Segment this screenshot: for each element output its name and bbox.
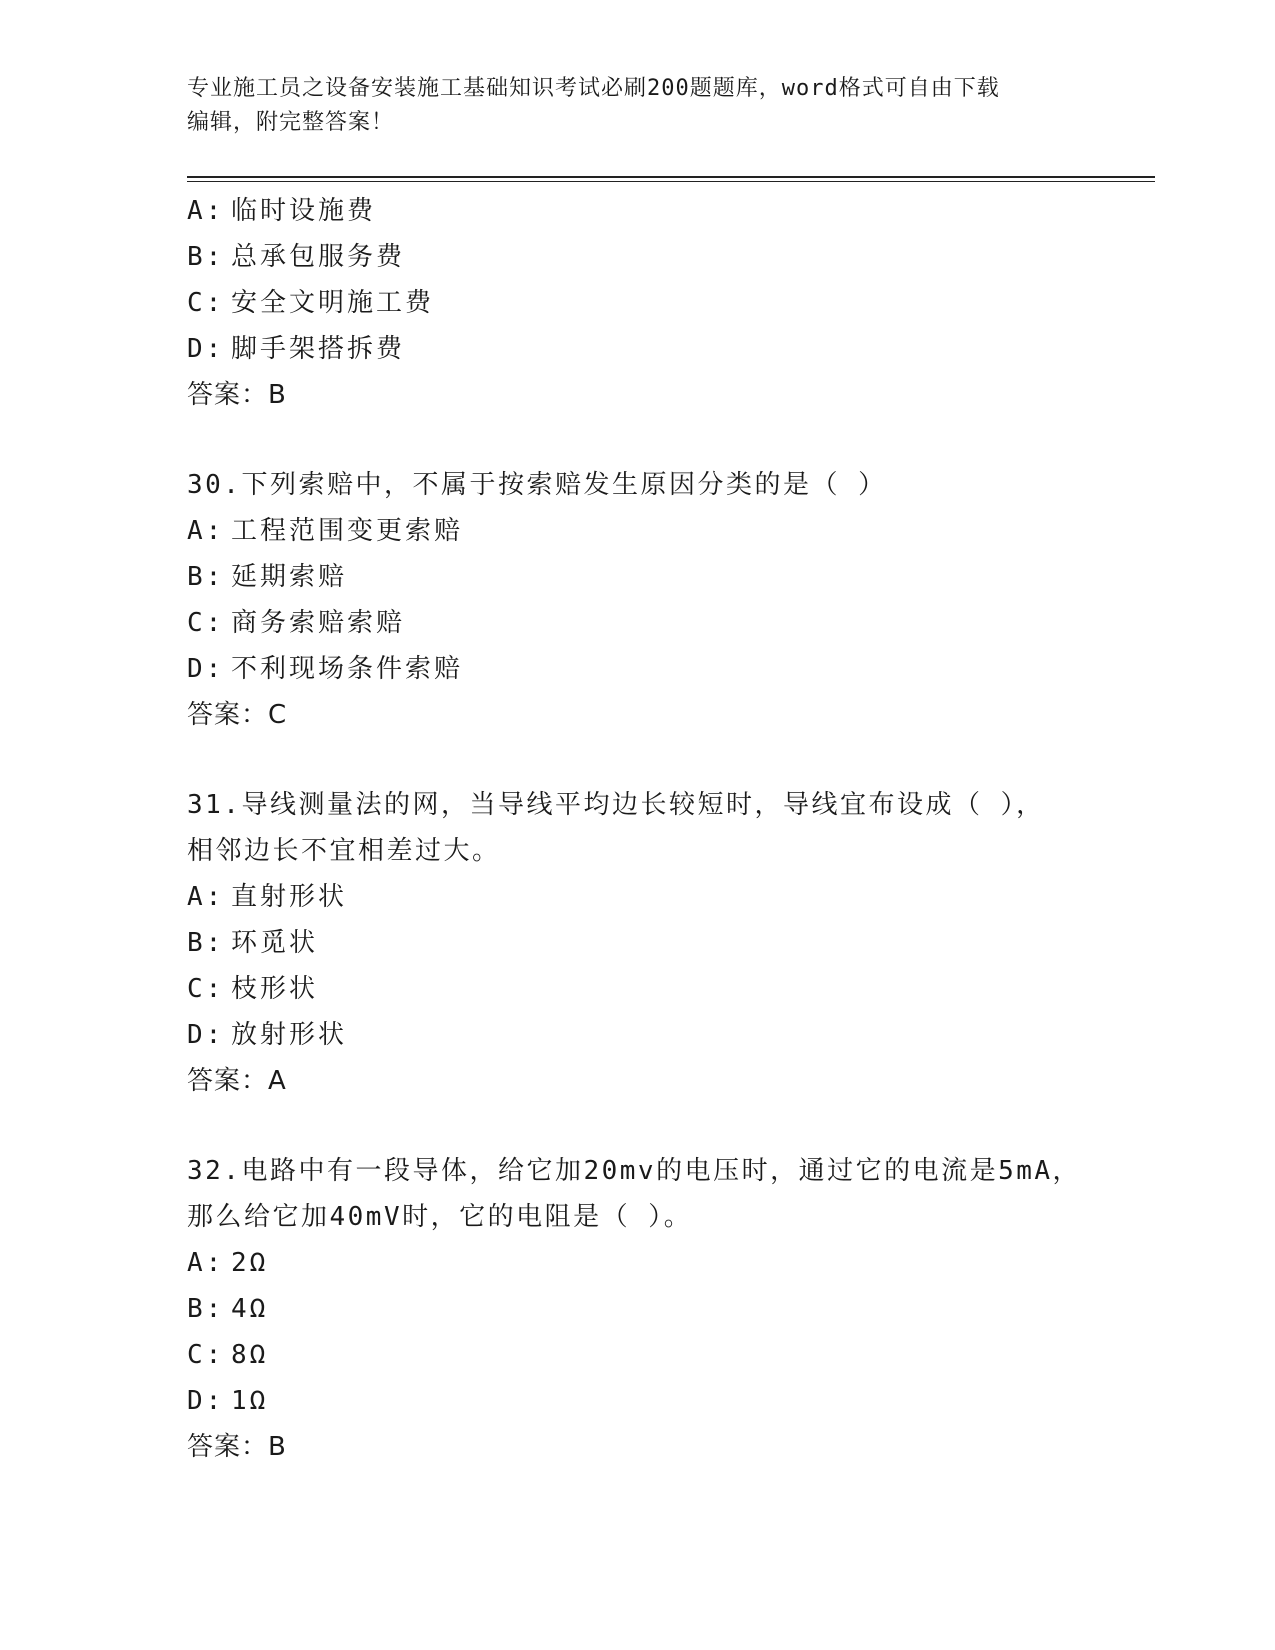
option-letter: A:	[187, 516, 225, 546]
option-letter: D:	[187, 334, 225, 364]
option-letter: B:	[187, 242, 225, 272]
option-b	[187, 1286, 1087, 1332]
option-letter: C:	[187, 1340, 225, 1370]
option-letter: A:	[187, 882, 225, 912]
option-text: 工程范围变更索赔	[231, 516, 464, 546]
option-text: 延期索赔	[231, 562, 348, 592]
header-rule-thin	[187, 181, 1155, 182]
option-letter: D:	[187, 654, 225, 684]
answer-line: 答案：B	[187, 1432, 287, 1462]
question-text: 30.下列索赔中，不属于按索赔发生原因分类的是（ ）	[187, 470, 887, 500]
option-text: 不利现场条件索赔	[231, 654, 464, 684]
option-c	[187, 1332, 1087, 1378]
option-text: 总承包服务费	[231, 242, 406, 272]
option-text: 脚手架搭拆费	[231, 334, 406, 364]
option-letter: C:	[187, 288, 225, 318]
option-a	[187, 508, 1087, 554]
document-header	[187, 72, 1087, 140]
question-block-30	[187, 462, 1087, 738]
header-title-line-1: 专业施工员之设备安装施工基础知识考试必刷200题题库，word格式可自由下载	[187, 76, 1000, 101]
option-letter: C:	[187, 608, 225, 638]
answer-line: 答案：B	[187, 380, 287, 410]
option-letter: D:	[187, 1386, 225, 1416]
option-c	[187, 280, 1087, 326]
option-text: 4Ω	[231, 1294, 269, 1324]
header-rule-thick	[187, 176, 1155, 178]
option-letter: D:	[187, 1020, 225, 1050]
option-letter: C:	[187, 974, 225, 1004]
question-text: 31.导线测量法的网，当导线平均边长较短时，导线宜布设成（ ），	[187, 790, 1045, 820]
option-text: 环觅状	[231, 928, 319, 958]
option-text: 枝形状	[231, 974, 319, 1004]
option-letter: B:	[187, 1294, 225, 1324]
option-d	[187, 1012, 1087, 1058]
option-letter: A:	[187, 196, 225, 226]
option-text: 2Ω	[231, 1248, 269, 1278]
question-list	[187, 188, 1087, 1470]
question-text: 32.电路中有一段导体，给它加20mv的电压时，通过它的电流是5mA，	[187, 1156, 1082, 1186]
option-a	[187, 188, 1087, 234]
option-c	[187, 600, 1087, 646]
option-text: 临时设施费	[231, 196, 377, 226]
option-text: 放射形状	[231, 1020, 348, 1050]
question-block-32	[187, 1148, 1087, 1470]
option-c	[187, 966, 1087, 1012]
option-letter: A:	[187, 1248, 225, 1278]
question-text-continued: 那么给它加40mV时，它的电阻是（ ）。	[187, 1202, 693, 1232]
option-text: 8Ω	[231, 1340, 269, 1370]
question-block-29	[187, 188, 1087, 418]
header-title-line-2: 编辑，附完整答案！	[187, 110, 395, 135]
option-d	[187, 326, 1087, 372]
option-letter: B:	[187, 928, 225, 958]
option-text: 1Ω	[231, 1386, 269, 1416]
question-text-continued: 相邻边长不宜相差过大。	[187, 836, 501, 866]
option-a	[187, 1240, 1087, 1286]
option-text: 直射形状	[231, 882, 348, 912]
option-b	[187, 920, 1087, 966]
spacer	[187, 738, 1087, 782]
answer-line: 答案：C	[187, 700, 288, 730]
option-text: 安全文明施工费	[231, 288, 435, 318]
option-letter: B:	[187, 562, 225, 592]
spacer	[187, 1104, 1087, 1148]
option-a	[187, 874, 1087, 920]
option-b	[187, 554, 1087, 600]
option-d	[187, 646, 1087, 692]
option-d	[187, 1378, 1087, 1424]
option-text: 商务索赔索赔	[231, 608, 406, 638]
question-block-31	[187, 782, 1087, 1104]
spacer	[187, 418, 1087, 462]
option-b	[187, 234, 1087, 280]
answer-line: 答案：A	[187, 1066, 287, 1096]
